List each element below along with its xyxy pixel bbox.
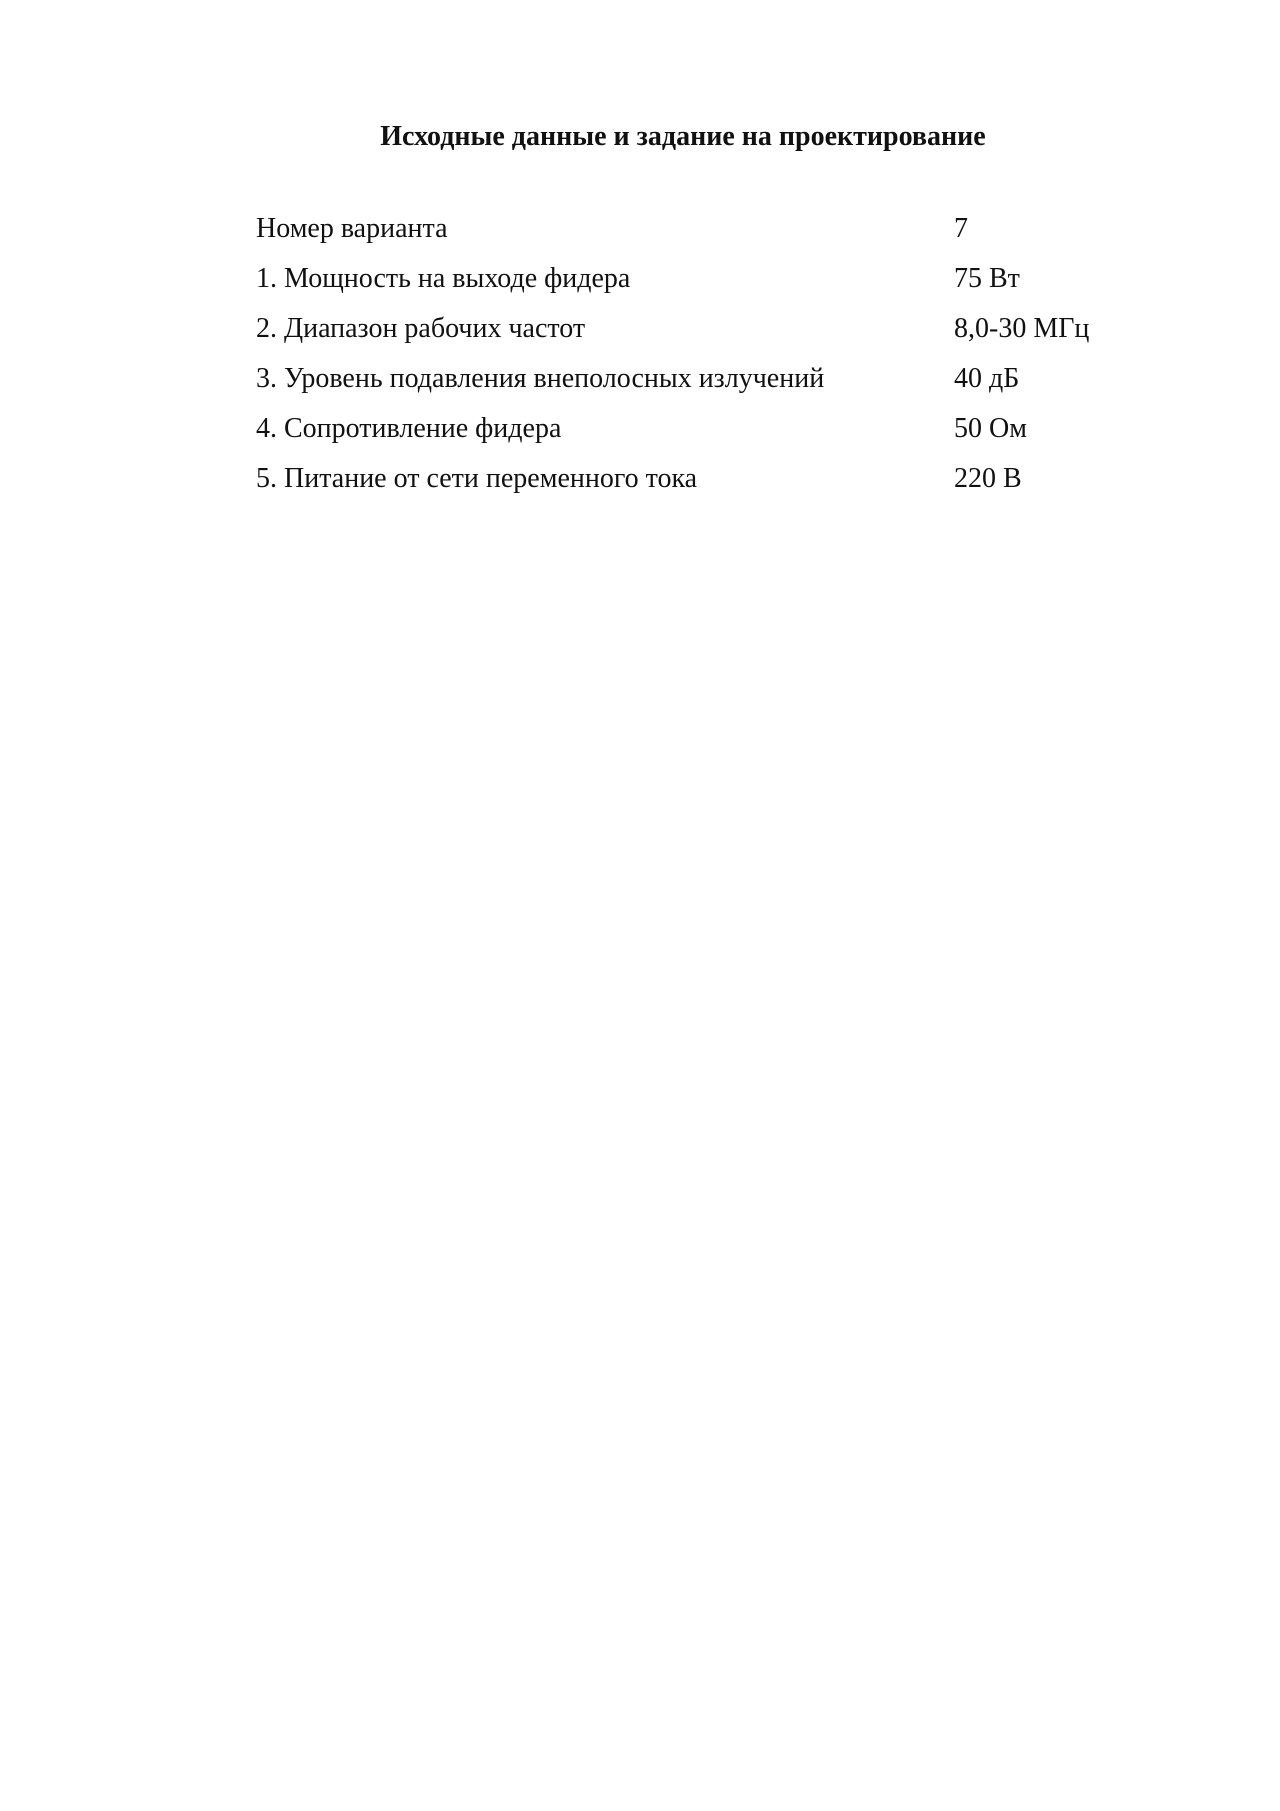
- spec-value: 40 дБ: [954, 363, 1020, 394]
- spec-value: 220 В: [954, 463, 1022, 494]
- spec-label: Номер варианта: [256, 213, 448, 244]
- spec-label: 3. Уровень подавления внеполосных излучений: [256, 363, 825, 394]
- spec-row-frequency-range: [256, 312, 1156, 362]
- spec-label: 4. Сопротивление фидера: [256, 413, 562, 444]
- spec-value: 75 Вт: [954, 263, 1020, 294]
- spec-label: 2. Диапазон рабочих частот: [256, 313, 586, 344]
- spec-value: 8,0-30 МГц: [954, 313, 1090, 344]
- spec-row-variant: [256, 212, 1156, 262]
- spec-row-suppression: [256, 362, 1156, 412]
- spec-value: 7: [954, 213, 968, 244]
- document-title: Исходные данные и задание на проектирование: [380, 121, 986, 152]
- spec-table: [256, 212, 1156, 512]
- spec-label: 5. Питание от сети переменного тока: [256, 463, 698, 494]
- spec-label: 1. Мощность на выходе фидера: [256, 263, 631, 294]
- spec-row-power-supply: [256, 462, 1156, 512]
- spec-value: 50 Ом: [954, 413, 1027, 444]
- spec-row-power: [256, 262, 1156, 312]
- spec-row-impedance: [256, 412, 1156, 462]
